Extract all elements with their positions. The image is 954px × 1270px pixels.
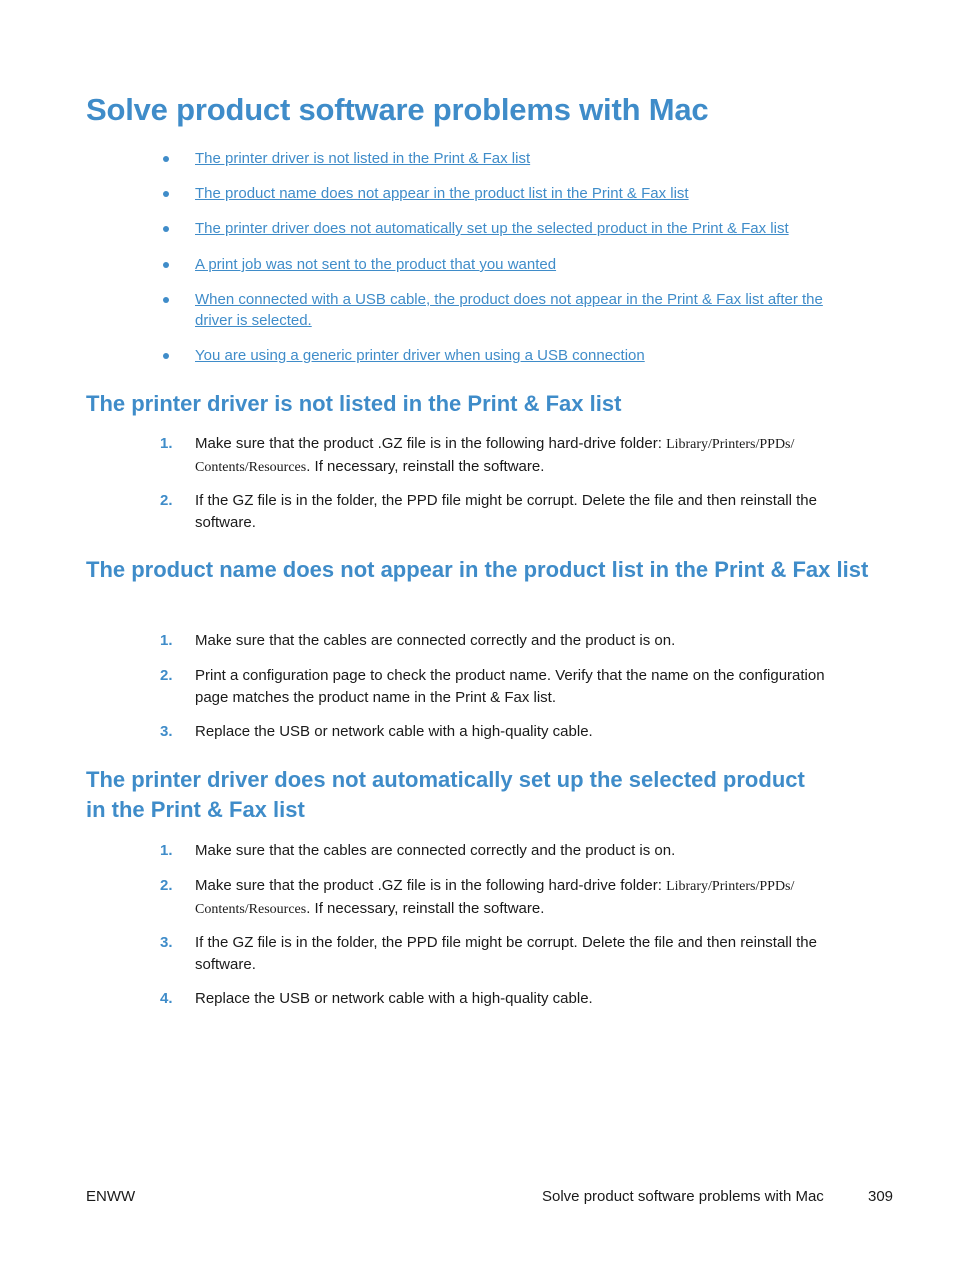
- step-number: 1.: [160, 632, 173, 649]
- step-item: [160, 875, 860, 932]
- folder-path: Library/Printers/PPDs/ Contents/Resources: [195, 437, 795, 475]
- toc-item: [160, 183, 860, 218]
- step-text: If the GZ file is in the folder, the PPD file might be corrupt. Delete the file and then reinstall the software.: [195, 492, 817, 531]
- step-item: [160, 433, 860, 490]
- toc-item: [160, 218, 860, 254]
- section-heading-driver-not-listed: The printer driver is not listed in the Print & Fax list: [86, 391, 622, 416]
- bullet-icon: [163, 353, 169, 359]
- toc-item: [160, 289, 860, 345]
- step-number: 1.: [160, 842, 173, 859]
- step-text: . If necessary, reinstall the software.: [306, 900, 545, 917]
- steps-list: [160, 630, 860, 743]
- bullet-icon: [163, 297, 169, 303]
- step-item: [160, 490, 860, 534]
- step-item: [160, 630, 860, 665]
- section-heading-driver-not-auto-setup: The printer driver does not automatically set up the selected product in the Print & Fax list: [86, 767, 805, 822]
- step-item: [160, 840, 860, 875]
- toc-link-driver-not-listed[interactable]: The printer driver is not listed in the Print & Fax list: [195, 150, 531, 167]
- section-heading-product-name-missing: The product name does not appear in the product list in the Print & Fax list: [86, 557, 869, 582]
- step-text: Make sure that the product .GZ file is in the following hard-drive folder:: [195, 435, 667, 452]
- footer-section-title: Solve product software problems with Mac: [542, 1188, 824, 1205]
- step-number: 1.: [160, 435, 173, 452]
- step-number: 2.: [160, 877, 173, 894]
- steps-list: [160, 433, 860, 534]
- step-number: 4.: [160, 990, 173, 1007]
- steps-list: [160, 840, 860, 1010]
- bullet-icon: [163, 226, 169, 232]
- step-item: [160, 988, 860, 1010]
- toc-link-usb-product-missing[interactable]: When connected with a USB cable, the product does not appear in the Print & Fax list after the driver is selected.: [195, 291, 823, 329]
- step-text: Make sure that the product .GZ file is in the following hard-drive folder:: [195, 877, 667, 894]
- toc-link-product-name-missing[interactable]: The product name does not appear in the product list in the Print & Fax list: [195, 185, 689, 202]
- step-item: [160, 665, 860, 721]
- footer-left-label: ENWW: [86, 1188, 136, 1205]
- step-text: Replace the USB or network cable with a high-quality cable.: [195, 723, 593, 740]
- step-text: . If necessary, reinstall the software.: [306, 458, 545, 475]
- bullet-icon: [163, 191, 169, 197]
- toc-item: [160, 345, 860, 366]
- step-text: If the GZ file is in the folder, the PPD file might be corrupt. Delete the file and then reinstall the software.: [195, 934, 817, 973]
- step-text: Print a configuration page to check the product name. Verify that the name on the configuration page matches the product name in the Print & Fax list.: [195, 667, 825, 706]
- bullet-icon: [163, 262, 169, 268]
- page-number: 309: [868, 1188, 894, 1205]
- bullet-icon: [163, 156, 169, 162]
- step-number: 2.: [160, 667, 173, 684]
- step-number: 2.: [160, 492, 173, 509]
- toc-link-generic-driver[interactable]: You are using a generic printer driver when using a USB connection: [195, 347, 645, 364]
- toc-item: [160, 254, 860, 289]
- toc-list: [160, 148, 860, 366]
- toc-link-driver-not-auto-setup[interactable]: The printer driver does not automatically set up the selected product in the Print & Fax list: [195, 220, 789, 237]
- toc-item: [160, 148, 860, 183]
- step-text: Make sure that the cables are connected correctly and the product is on.: [195, 632, 676, 649]
- step-number: 3.: [160, 934, 173, 951]
- page-title: Solve product software problems with Mac: [86, 92, 709, 127]
- step-text: Make sure that the cables are connected correctly and the product is on.: [195, 842, 676, 859]
- step-text: Replace the USB or network cable with a high-quality cable.: [195, 990, 593, 1007]
- step-number: 3.: [160, 723, 173, 740]
- folder-path: Library/Printers/PPDs/ Contents/Resources: [195, 879, 795, 917]
- step-item: [160, 721, 860, 743]
- step-item: [160, 932, 860, 988]
- toc-link-print-job-not-sent[interactable]: A print job was not sent to the product that you wanted: [195, 256, 557, 273]
